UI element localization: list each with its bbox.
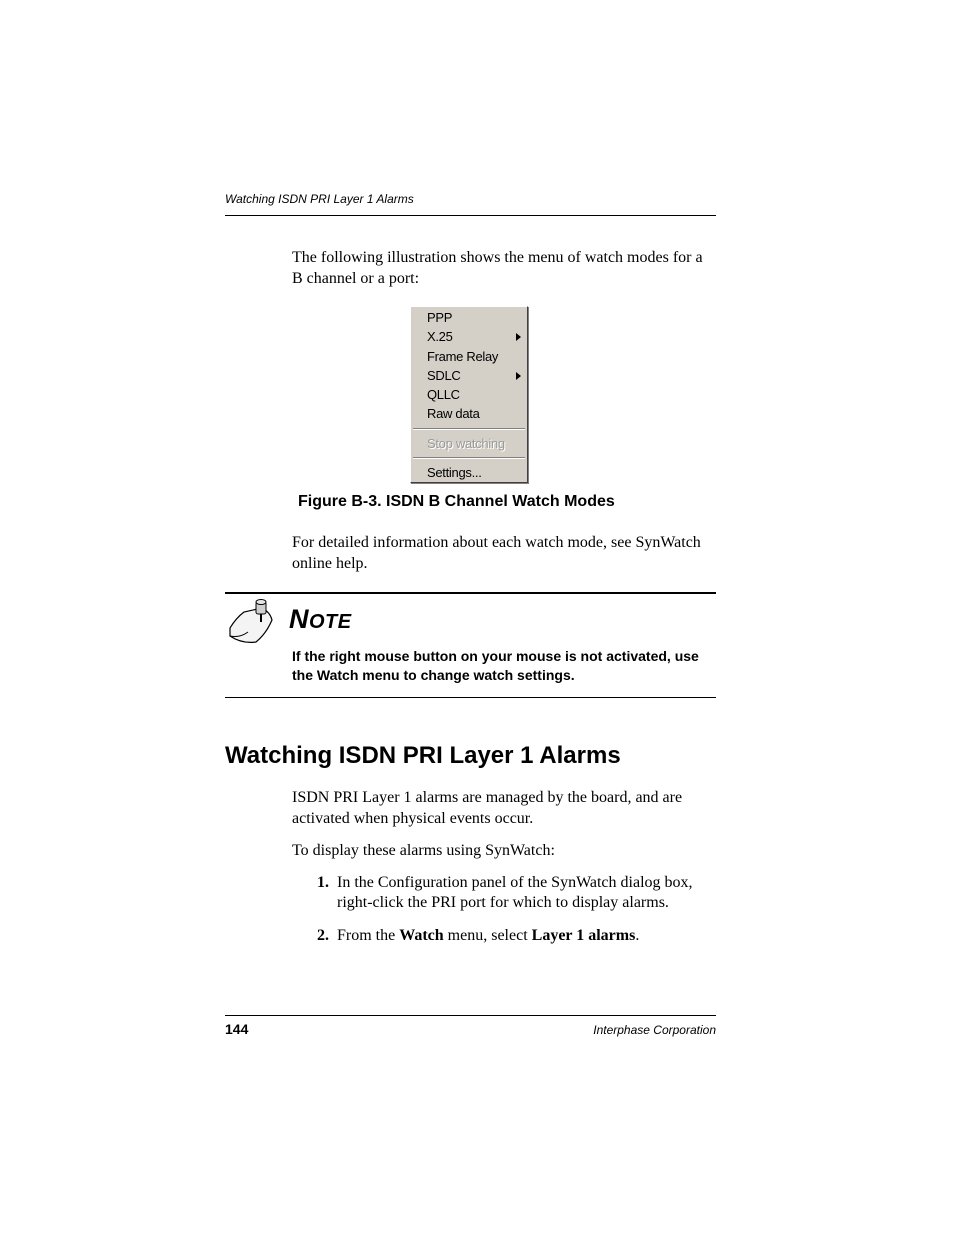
note-title bbox=[289, 604, 352, 635]
step-number: 2. bbox=[317, 927, 329, 944]
section-paragraph-2: To display these alarms using SynWatch: bbox=[292, 842, 555, 859]
menu-item-label: X.25 bbox=[427, 329, 453, 344]
footer-company: Interphase Corporation bbox=[593, 1023, 716, 1037]
menu-item-label: Settings... bbox=[427, 465, 482, 480]
submenu-arrow-icon bbox=[516, 372, 521, 380]
menu-name-watch: Watch bbox=[399, 927, 444, 944]
note-pad-icon bbox=[226, 598, 276, 644]
menu-item-stop-watching bbox=[427, 436, 505, 451]
menu-item-raw-data[interactable] bbox=[427, 406, 480, 421]
section-paragraph-1: ISDN PRI Layer 1 alarms are managed by the board, and are activated when physical events occur. bbox=[292, 789, 683, 827]
menu-item-label: QLLC bbox=[427, 387, 460, 402]
step-text-part: From the bbox=[337, 927, 400, 944]
menu-separator bbox=[413, 428, 525, 430]
section-heading: Watching ISDN PRI Layer 1 Alarms bbox=[225, 742, 621, 769]
menu-item-settings[interactable] bbox=[427, 465, 482, 480]
menu-item-qllc[interactable] bbox=[427, 387, 460, 402]
menu-option-layer1-alarms: Layer 1 alarms bbox=[531, 927, 636, 944]
footer-rule bbox=[225, 1015, 716, 1016]
step-text bbox=[337, 926, 717, 946]
menu-item-x25[interactable] bbox=[427, 329, 527, 344]
note-title-initial: N bbox=[289, 604, 309, 634]
menu-item-label: SDLC bbox=[427, 368, 461, 383]
figure-caption: Figure B-3. ISDN B Channel Watch Modes bbox=[298, 493, 615, 510]
menu-item-sdlc[interactable] bbox=[427, 368, 460, 383]
intro-paragraph: The following illustration shows the menu of watch modes for a B channel or a port: bbox=[292, 249, 703, 287]
step-text-part: menu, select bbox=[443, 927, 532, 944]
details-paragraph: For detailed information about each watch mode, see SynWatch online help. bbox=[292, 534, 701, 572]
step-text-part: . bbox=[635, 927, 640, 944]
watch-modes-menu bbox=[410, 306, 528, 483]
note-top-rule bbox=[225, 592, 716, 594]
step-number: 1. bbox=[317, 874, 329, 891]
menu-item-label: Frame Relay bbox=[427, 349, 499, 364]
note-text: If the right mouse button on your mouse is not activated, use the Watch menu to change watch settings. bbox=[292, 648, 699, 683]
menu-item-label: PPP bbox=[427, 310, 453, 325]
menu-item-ppp[interactable] bbox=[427, 310, 452, 325]
note-title-rest: OTE bbox=[309, 611, 352, 633]
menu-item-frame-relay[interactable] bbox=[427, 349, 498, 364]
page-number: 144 bbox=[225, 1021, 249, 1037]
menu-separator bbox=[413, 457, 525, 459]
submenu-arrow-icon bbox=[516, 333, 521, 341]
menu-item-label: Raw data bbox=[427, 406, 480, 421]
header-rule bbox=[225, 215, 716, 216]
menu-item-label: Stop watching bbox=[427, 436, 505, 451]
running-header: Watching ISDN PRI Layer 1 Alarms bbox=[225, 192, 414, 206]
step-text: In the Configuration panel of the SynWatch dialog box, right-click the PRI port for which to display alarms. bbox=[337, 874, 693, 911]
note-bottom-rule bbox=[225, 697, 716, 698]
